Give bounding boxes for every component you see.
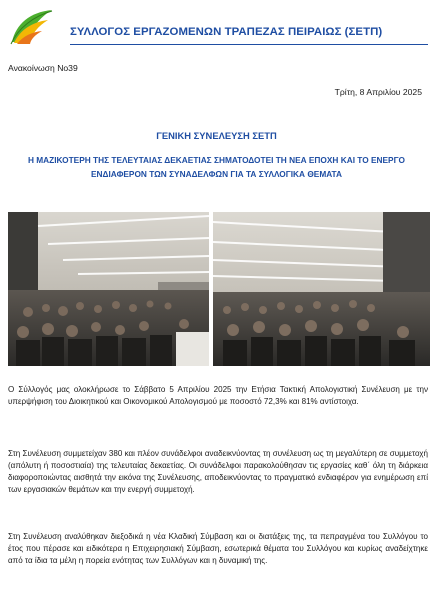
conference-photo-right <box>213 212 430 366</box>
announcement-title: ΓΕΝΙΚΗ ΣΥΝΕΛΕΥΣΗ ΣΕΤΠ <box>156 130 277 141</box>
announcement-subtitle: Η ΜΑΖΙΚΟΤΕΡΗ ΤΗΣ ΤΕΛΕΥΤΑΙΑΣ ΔΕΚΑΕΤΙΑΣ ΣΗΜΑΤΟΔΟΤΕΙ ΤΗ ΝΕΑ ΕΠΟΧΗ ΚΑΙ ΤΟ ΕΝΕΡΓΟ ΕΝΔΙΑΦΕΡΟΝ ΤΩΝ ΣΥΝΑΔΕΛΦΩΝ ΓΙΑ ΤΑ ΣΥΛΛΟΓΙΚΑ ΘΕΜΑΤΑ <box>27 155 406 179</box>
announcement-date: Τρίτη, 8 Απριλίου 2025 <box>334 87 422 97</box>
organization-name: ΣΥΛΛΟΓΟΣ ΕΡΓΑΖΟΜΕΝΩΝ ΤΡΑΠΕΖΑΣ ΠΕΙΡΑΙΩΣ (ΣΕΤΠ) <box>70 26 383 38</box>
letterhead <box>8 6 428 46</box>
body-paragraph: Στη Συνέλευση αναλύθηκαν διεξοδικά η νέα Κλαδική Σύμβαση και οι διατάξεις της, τα πεπραγμένα του Συλλόγου το έτος που πέρασε και ειδικότερα η Επιχειρησιακή Σύμβαση, εσωτερικά θέματα του Συλλόγου και κυρίως αναδείχτηκε από τα ίδια τα μέλη η πορεία ενότητας των Συλλόγων και η δυναμική της. <box>8 532 428 565</box>
announcement-number: Ανακοίνωση Νο39 <box>8 63 78 73</box>
body-paragraph: Στη Συνέλευση συμμετείχαν 380 και πλέον συνάδελφοι αναδεικνύοντας τη συνέλευση ως τη μεγαλύτερη σε συμμετοχή (απόλυτη ή ποσοστιαία) της τελευταίας δεκαετίας. Οι συνάδελφοι παρακολούθησαν τις εργασίες καθ΄ όλη τη διάρκεια διαφοροποιώντας αισθητά την εικόνα της Συνέλευσης, αποδεικνύοντας το πραγματικό ενδιαφέρον για ενημέρωση επί των εργασιακών θεμάτων και την ενεργή συμμετοχή. <box>8 449 428 494</box>
leaf-logo-icon <box>8 8 54 46</box>
conference-photo-left <box>8 212 209 366</box>
body-paragraph: Ο Σύλλογός μας ολοκλήρωσε το Σάββατο 5 Απριλίου 2025 την Ετήσια Τακτική Απολογιστική Συνέλευση με την υπερψήφιση του Διοικητικού και Οικονομικού Απολογισμού με ποσοστό 72,3% και 81% αντίστοιχα. <box>8 385 428 406</box>
header-divider <box>70 44 428 45</box>
